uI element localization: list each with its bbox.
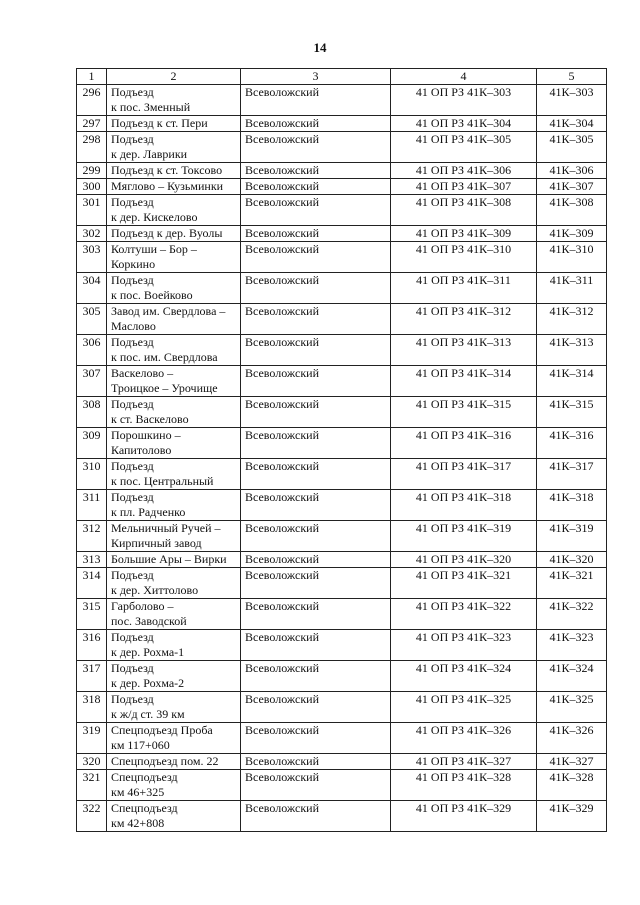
road-name: Спецподъезд км 42+808 xyxy=(107,801,241,832)
district: Всеволожский xyxy=(241,116,391,132)
road-name: Порошкино – Капитолово xyxy=(107,428,241,459)
road-name: Гарболово – пос. Заводской xyxy=(107,599,241,630)
road-short-code: 41К–304 xyxy=(537,116,607,132)
row-number: 302 xyxy=(77,226,107,242)
district: Всеволожский xyxy=(241,599,391,630)
district: Всеволожский xyxy=(241,304,391,335)
road-name: Подъезд к дер. Хиттолово xyxy=(107,568,241,599)
road-name: Подъезд к дер. Кискелово xyxy=(107,195,241,226)
table-row xyxy=(77,754,607,770)
road-short-code: 41К–329 xyxy=(537,801,607,832)
header-cell-4: 4 xyxy=(391,69,537,85)
road-id-code: 41 ОП РЗ 41К–318 xyxy=(391,490,537,521)
road-short-code: 41К–314 xyxy=(537,366,607,397)
road-name: Васкелово – Троицкое – Урочище xyxy=(107,366,241,397)
road-id-code: 41 ОП РЗ 41К–321 xyxy=(391,568,537,599)
row-number: 319 xyxy=(77,723,107,754)
district: Всеволожский xyxy=(241,630,391,661)
table-row xyxy=(77,630,607,661)
table-row xyxy=(77,661,607,692)
road-short-code: 41К–312 xyxy=(537,304,607,335)
road-name: Завод им. Свердлова – Маслово xyxy=(107,304,241,335)
road-id-code: 41 ОП РЗ 41К–317 xyxy=(391,459,537,490)
road-id-code: 41 ОП РЗ 41К–315 xyxy=(391,397,537,428)
road-id-code: 41 ОП РЗ 41К–326 xyxy=(391,723,537,754)
road-short-code: 41К–313 xyxy=(537,335,607,366)
road-id-code: 41 ОП РЗ 41К–319 xyxy=(391,521,537,552)
table-row xyxy=(77,226,607,242)
road-name: Подъезд к пос. Центральный xyxy=(107,459,241,490)
table-row xyxy=(77,366,607,397)
road-id-code: 41 ОП РЗ 41К–311 xyxy=(391,273,537,304)
district: Всеволожский xyxy=(241,397,391,428)
road-short-code: 41К–325 xyxy=(537,692,607,723)
road-id-code: 41 ОП РЗ 41К–309 xyxy=(391,226,537,242)
road-id-code: 41 ОП РЗ 41К–307 xyxy=(391,179,537,195)
district: Всеволожский xyxy=(241,754,391,770)
road-short-code: 41К–305 xyxy=(537,132,607,163)
header-row xyxy=(77,69,607,85)
row-number: 303 xyxy=(77,242,107,273)
table-row xyxy=(77,723,607,754)
road-id-code: 41 ОП РЗ 41К–316 xyxy=(391,428,537,459)
road-name: Мельничный Ручей – Кирпичный завод xyxy=(107,521,241,552)
road-id-code: 41 ОП РЗ 41К–304 xyxy=(391,116,537,132)
road-name: Подъезд к пос. Воейково xyxy=(107,273,241,304)
row-number: 314 xyxy=(77,568,107,599)
page-number: 14 xyxy=(313,40,327,55)
table-row xyxy=(77,116,607,132)
row-number: 298 xyxy=(77,132,107,163)
road-name: Спецподъезд км 46+325 xyxy=(107,770,241,801)
road-short-code: 41К–309 xyxy=(537,226,607,242)
road-id-code: 41 ОП РЗ 41К–310 xyxy=(391,242,537,273)
district: Всеволожский xyxy=(241,490,391,521)
road-id-code: 41 ОП РЗ 41К–327 xyxy=(391,754,537,770)
header-cell-2: 2 xyxy=(107,69,241,85)
road-short-code: 41К–323 xyxy=(537,630,607,661)
road-name: Большие Ары – Вирки xyxy=(107,552,241,568)
district: Всеволожский xyxy=(241,242,391,273)
table-row xyxy=(77,304,607,335)
row-number: 311 xyxy=(77,490,107,521)
road-short-code: 41К–328 xyxy=(537,770,607,801)
district: Всеволожский xyxy=(241,335,391,366)
road-id-code: 41 ОП РЗ 41К–324 xyxy=(391,661,537,692)
road-short-code: 41К–307 xyxy=(537,179,607,195)
road-short-code: 41К–316 xyxy=(537,428,607,459)
row-number: 313 xyxy=(77,552,107,568)
district: Всеволожский xyxy=(241,521,391,552)
district: Всеволожский xyxy=(241,552,391,568)
road-name: Подъезд к дер. Лаврики xyxy=(107,132,241,163)
road-name: Подъезд к ст. Васкелово xyxy=(107,397,241,428)
table-row xyxy=(77,801,607,832)
row-number: 305 xyxy=(77,304,107,335)
road-id-code: 41 ОП РЗ 41К–323 xyxy=(391,630,537,661)
row-number: 318 xyxy=(77,692,107,723)
district: Всеволожский xyxy=(241,273,391,304)
district: Всеволожский xyxy=(241,85,391,116)
district: Всеволожский xyxy=(241,801,391,832)
road-short-code: 41К–319 xyxy=(537,521,607,552)
district: Всеволожский xyxy=(241,428,391,459)
road-id-code: 41 ОП РЗ 41К–303 xyxy=(391,85,537,116)
road-id-code: 41 ОП РЗ 41К–322 xyxy=(391,599,537,630)
district: Всеволожский xyxy=(241,366,391,397)
row-number: 306 xyxy=(77,335,107,366)
road-name: Колтуши – Бор – Коркино xyxy=(107,242,241,273)
road-name: Спецподъезд пом. 22 xyxy=(107,754,241,770)
row-number: 307 xyxy=(77,366,107,397)
table-row xyxy=(77,770,607,801)
road-short-code: 41К–303 xyxy=(537,85,607,116)
road-short-code: 41К–324 xyxy=(537,661,607,692)
row-number: 322 xyxy=(77,801,107,832)
district: Всеволожский xyxy=(241,179,391,195)
road-id-code: 41 ОП РЗ 41К–312 xyxy=(391,304,537,335)
district: Всеволожский xyxy=(241,568,391,599)
row-number: 309 xyxy=(77,428,107,459)
table-row xyxy=(77,335,607,366)
row-number: 320 xyxy=(77,754,107,770)
table-row xyxy=(77,273,607,304)
district: Всеволожский xyxy=(241,692,391,723)
table-row xyxy=(77,85,607,116)
district: Всеволожский xyxy=(241,163,391,179)
table-row xyxy=(77,132,607,163)
row-number: 317 xyxy=(77,661,107,692)
row-number: 312 xyxy=(77,521,107,552)
table-row xyxy=(77,459,607,490)
road-short-code: 41К–310 xyxy=(537,242,607,273)
table-row xyxy=(77,692,607,723)
road-id-code: 41 ОП РЗ 41К–308 xyxy=(391,195,537,226)
road-name: Подъезд к дер. Рохма-2 xyxy=(107,661,241,692)
header-cell-3: 3 xyxy=(241,69,391,85)
district: Всеволожский xyxy=(241,132,391,163)
road-id-code: 41 ОП РЗ 41К–306 xyxy=(391,163,537,179)
table-row xyxy=(77,242,607,273)
road-id-code: 41 ОП РЗ 41К–325 xyxy=(391,692,537,723)
road-short-code: 41К–322 xyxy=(537,599,607,630)
road-name: Подъезд к пос. им. Свердлова xyxy=(107,335,241,366)
row-number: 304 xyxy=(77,273,107,304)
table-row xyxy=(77,397,607,428)
road-name: Подъезд к пос. Зменный xyxy=(107,85,241,116)
road-name: Спецподъезд Проба км 117+060 xyxy=(107,723,241,754)
district: Всеволожский xyxy=(241,195,391,226)
road-name: Подъезд к ст. Токсово xyxy=(107,163,241,179)
road-short-code: 41К–326 xyxy=(537,723,607,754)
road-name: Подъезд к дер. Вуолы xyxy=(107,226,241,242)
road-id-code: 41 ОП РЗ 41К–313 xyxy=(391,335,537,366)
road-short-code: 41К–321 xyxy=(537,568,607,599)
header-cell-1: 1 xyxy=(77,69,107,85)
row-number: 301 xyxy=(77,195,107,226)
road-short-code: 41К–317 xyxy=(537,459,607,490)
road-id-code: 41 ОП РЗ 41К–314 xyxy=(391,366,537,397)
road-short-code: 41К–315 xyxy=(537,397,607,428)
road-short-code: 41К–306 xyxy=(537,163,607,179)
district: Всеволожский xyxy=(241,723,391,754)
road-name: Мяглово – Кузьминки xyxy=(107,179,241,195)
row-number: 321 xyxy=(77,770,107,801)
road-name: Подъезд к дер. Рохма-1 xyxy=(107,630,241,661)
district: Всеволожский xyxy=(241,661,391,692)
road-name: Подъезд к ж/д ст. 39 км xyxy=(107,692,241,723)
table-row xyxy=(77,179,607,195)
road-short-code: 41К–320 xyxy=(537,552,607,568)
row-number: 308 xyxy=(77,397,107,428)
row-number: 315 xyxy=(77,599,107,630)
district: Всеволожский xyxy=(241,770,391,801)
row-number: 316 xyxy=(77,630,107,661)
road-short-code: 41К–318 xyxy=(537,490,607,521)
road-short-code: 41К–308 xyxy=(537,195,607,226)
road-short-code: 41К–327 xyxy=(537,754,607,770)
table-row xyxy=(77,521,607,552)
roads-table xyxy=(76,68,607,832)
table-row xyxy=(77,163,607,179)
road-id-code: 41 ОП РЗ 41К–305 xyxy=(391,132,537,163)
road-id-code: 41 ОП РЗ 41К–329 xyxy=(391,801,537,832)
row-number: 299 xyxy=(77,163,107,179)
header-cell-5: 5 xyxy=(537,69,607,85)
table-row xyxy=(77,568,607,599)
district: Всеволожский xyxy=(241,226,391,242)
road-name: Подъезд к пл. Радченко xyxy=(107,490,241,521)
table-row xyxy=(77,428,607,459)
row-number: 300 xyxy=(77,179,107,195)
table-row xyxy=(77,552,607,568)
row-number: 310 xyxy=(77,459,107,490)
road-name: Подъезд к ст. Пери xyxy=(107,116,241,132)
road-id-code: 41 ОП РЗ 41К–328 xyxy=(391,770,537,801)
table-row xyxy=(77,490,607,521)
row-number: 297 xyxy=(77,116,107,132)
road-id-code: 41 ОП РЗ 41К–320 xyxy=(391,552,537,568)
table-row xyxy=(77,599,607,630)
road-short-code: 41К–311 xyxy=(537,273,607,304)
district: Всеволожский xyxy=(241,459,391,490)
row-number: 296 xyxy=(77,85,107,116)
table-row xyxy=(77,195,607,226)
